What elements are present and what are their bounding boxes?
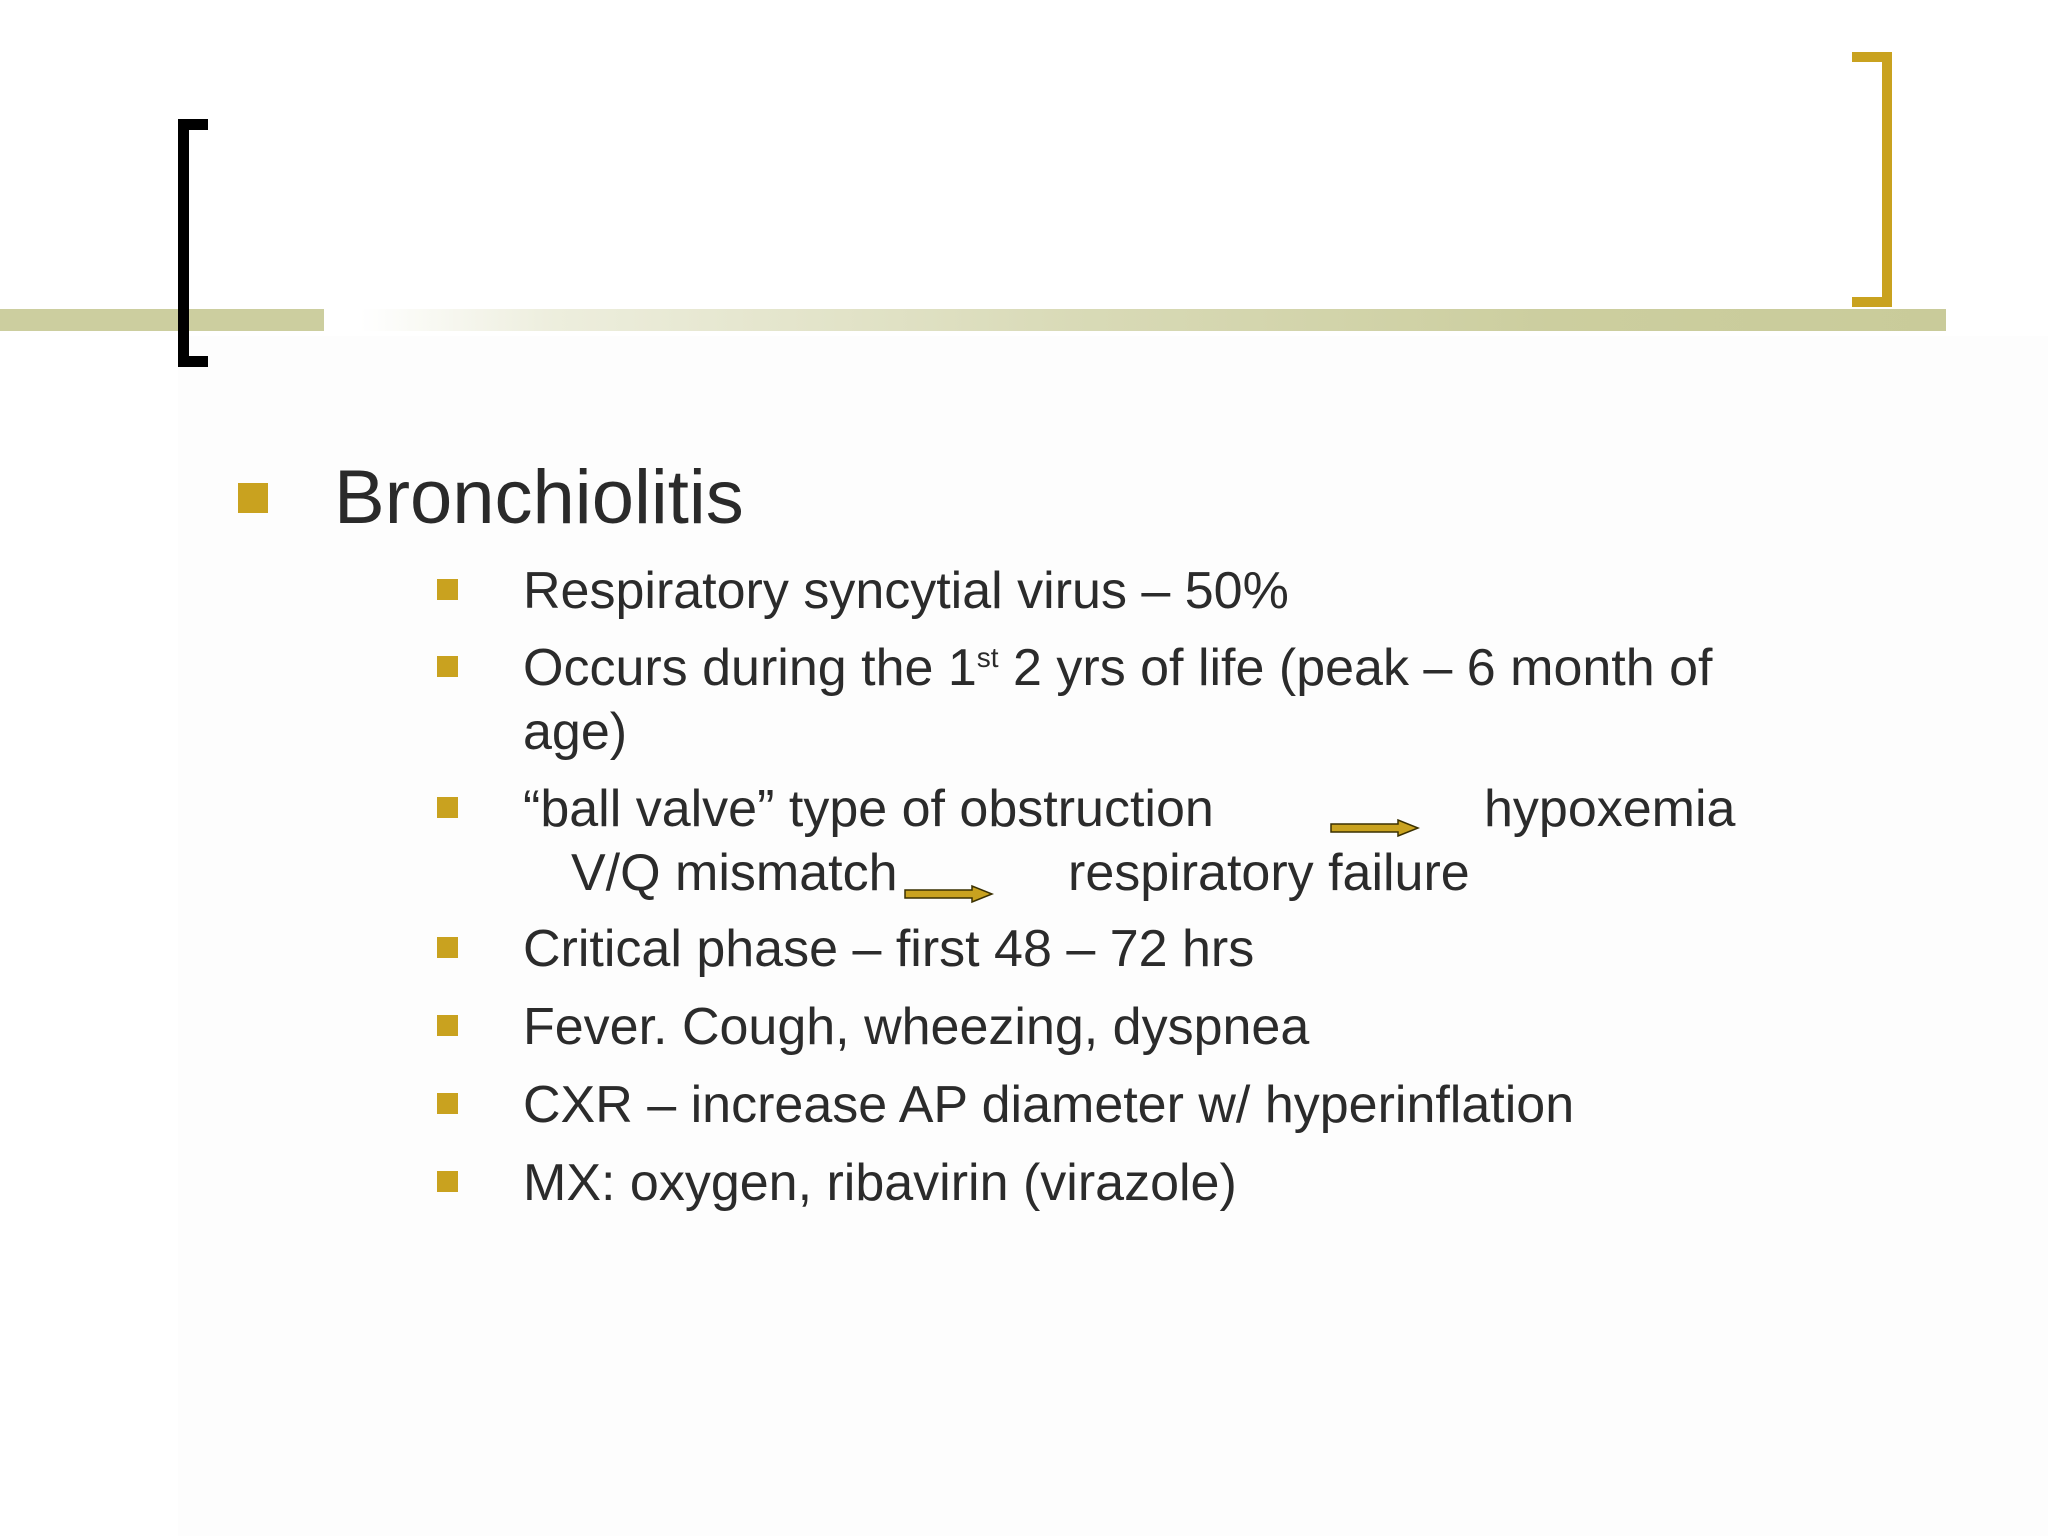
list-item-critical: Critical phase – first 48 – 72 hrs bbox=[523, 920, 1255, 978]
bullet-mx bbox=[437, 1171, 458, 1192]
occurs-text-a: Occurs during the 1 bbox=[523, 639, 977, 697]
arrow-icon-hypoxemia bbox=[1330, 818, 1420, 838]
left-bracket-decoration bbox=[178, 119, 208, 367]
title-bullet bbox=[238, 483, 268, 513]
right-bracket-decoration bbox=[1852, 52, 1892, 307]
header-bar-left bbox=[0, 309, 324, 331]
vq-mismatch-text: V/Q mismatch bbox=[571, 844, 898, 902]
list-item-mx: MX: oxygen, ribavirin (virazole) bbox=[523, 1154, 1237, 1212]
list-item-ball-valve: “ball valve” type of obstruction bbox=[523, 780, 1214, 838]
bullet-fever bbox=[437, 1015, 458, 1036]
hypoxemia-text: hypoxemia bbox=[1484, 780, 1736, 838]
occurs-superscript: st bbox=[976, 642, 999, 673]
respiratory-failure-text: respiratory failure bbox=[1068, 844, 1470, 902]
header-bar-right bbox=[360, 309, 1946, 331]
bullet-rsv bbox=[437, 579, 458, 600]
list-item-cxr: CXR – increase AP diameter w/ hyperinflation bbox=[523, 1076, 1575, 1134]
list-item-fever: Fever. Cough, wheezing, dyspnea bbox=[523, 998, 1310, 1056]
bullet-cxr bbox=[437, 1093, 458, 1114]
slide-title bbox=[334, 455, 744, 540]
bullet-ball-valve bbox=[437, 797, 458, 818]
list-item-rsv: Respiratory syncytial virus – 50% bbox=[523, 562, 1289, 620]
slide-title-text: Bronchiolitis bbox=[334, 455, 744, 540]
bullet-occurs bbox=[437, 656, 458, 677]
occurs-text-b: 2 yrs of life (peak – 6 month of bbox=[998, 639, 1713, 697]
list-item-occurs bbox=[523, 639, 1713, 697]
bullet-critical bbox=[437, 937, 458, 958]
arrow-icon-respiratory-failure bbox=[904, 884, 994, 904]
list-item-occurs-cont: age) bbox=[523, 703, 628, 761]
